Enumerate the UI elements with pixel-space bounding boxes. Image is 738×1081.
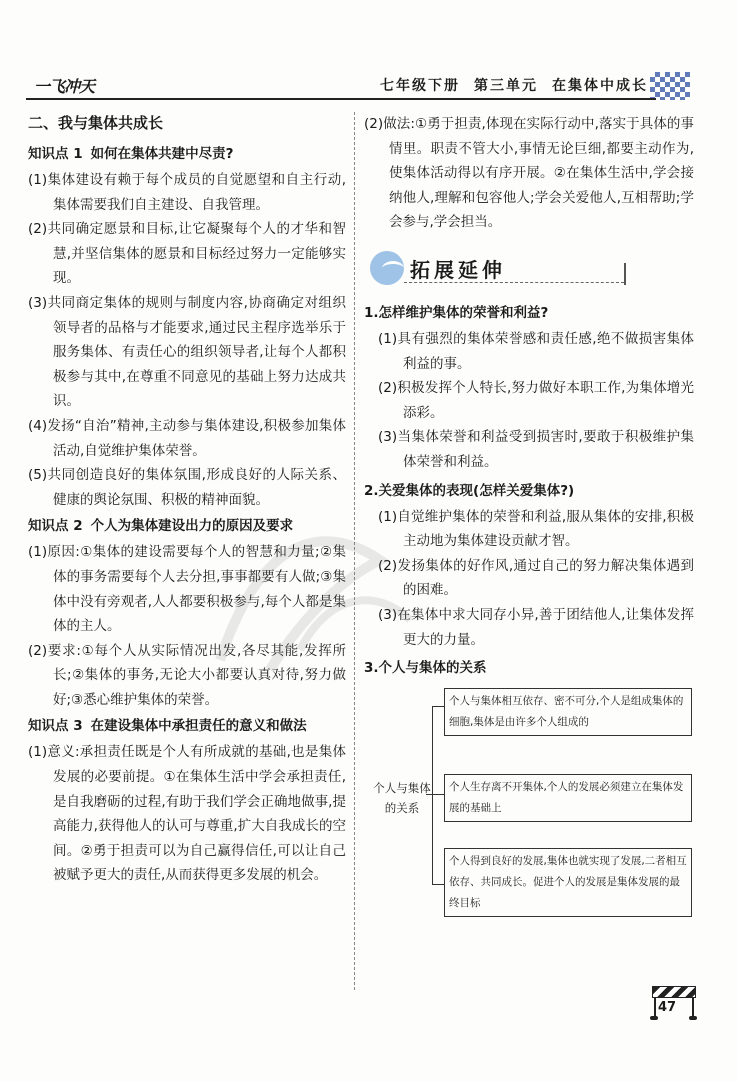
header-title (366, 75, 648, 95)
q2-item-3: (3)在集体中求大同存小异,善于团结他人,让集体发挥更大的力量。 (378, 606, 694, 648)
unit-label: 第三单元 (474, 78, 538, 94)
wave-icon (370, 251, 404, 285)
page-number-stand (652, 986, 696, 1022)
left-column (28, 112, 346, 888)
q1-item-3: (3)当集体荣誉和利益受到损害时,要敢于积极维护集体荣誉和利益。 (378, 429, 694, 470)
diagram-arm-1 (432, 706, 444, 707)
kp2-item-1: (1)原因:①集体的建设需要每个人的智慧和力量;②集体的事务需要每个人去分担,事事都要有人做;③集体中没有旁观者,人人都要积极参与,每个人都是集体的主人。 (28, 544, 346, 635)
diagram-box-1: 个人与集体相互依存、密不可分,个人是组成集体的细胞,集体是由许多个人组成的 (444, 688, 692, 736)
page-number-stripe (652, 986, 696, 998)
banner-end-mark (624, 263, 626, 285)
page-header (26, 68, 690, 104)
question-3-heading: 3.个人与集体的关系 (364, 660, 487, 677)
unit-title: 在集体中成长 (552, 78, 648, 94)
diagram-bracket (432, 706, 434, 884)
q2-item-1: (1)自觉维护集体的荣誉和利益,服从集体的安排,积极主动地为集体建设贡献才智。 (378, 508, 694, 550)
series-logo: 一飞冲天 (34, 77, 95, 96)
question-1-heading: 1.怎样维护集体的荣誉和利益? (364, 304, 549, 321)
knowledge-point-2-heading: 知识点 2 个人为集体建设出力的原因及要求 (28, 518, 294, 535)
checker-decoration (650, 72, 690, 100)
diagram-arm-3 (432, 884, 444, 885)
diagram-root-label: 个人与集体的关系 (373, 781, 431, 816)
kp3-item-1: (1)意义:承担责任既是个人有所成就的基础,也是集体发展的必要前提。①在集体生活中学会承担责任,是自我磨砺的过程,有助于我们学会正确地做事,提高能力,获得他人的认可与尊重,扩大自我成长的空间。②勇于担责可以为自己赢得信任,可以让自己被赋予更大的责任,从而获得更多发展的机会。 (28, 744, 346, 884)
extension-banner (364, 249, 694, 289)
diagram-box-3: 个人得到良好的发展,集体也就实现了发展,二者相互依存、共同成长。促进个人的发展是集体发展的最终目标 (444, 848, 692, 917)
page-number: 47 (658, 1000, 677, 1015)
q1-item-1: (1)具有强烈的集体荣誉感和责任感,绝不做损害集体利益的事。 (378, 330, 694, 372)
header-rule (26, 98, 656, 100)
question-2-heading: 2.关爱集体的表现(怎样关爱集体?) (364, 482, 575, 499)
grade-label: 七年级下册 (380, 78, 460, 94)
kp1-item-2: (2)共同确定愿景和目标,让它凝聚每个人的才华和智慧,并坚信集体的愿景和目标经过努力一定能够实现。 (28, 221, 346, 287)
kp1-item-1: (1)集体建设有赖于每个成员的自觉愿望和自主行动,集体需要我们自主建设、自我管理。 (28, 172, 346, 213)
diagram-arm-2 (432, 794, 444, 795)
kp1-item-4: (4)发扬“自治”精神,主动参与集体建设,积极参加集体活动,自觉维护集体荣誉。 (28, 417, 346, 459)
kp1-item-3: (3)共同商定集体的规则与制度内容,协商确定对组织领导者的品格与才能要求,通过民主程序选举乐于服务集体、有责任心的组织领导者,让每个人都积极参与其中,在尊重不同意见的基础上努力达成共识。 (28, 294, 346, 410)
kp2-item-2: (2)要求:①每个人从实际情况出发,各尽其能,发挥所长;②集体的事务,无论大小都要认真对待,努力做好;③悉心维护集体的荣誉。 (28, 642, 346, 708)
kp3-item-2: (2)做法:①勇于担责,体现在实际行动中,落实于具体的事情里。职责不管大小,事情无论巨细,都要主动作为,使集体活动得以有序开展。②在集体生活中,学会接纳他人,理解和包容他人;学会关爱他人,互相帮助;学会参与,学会担当。 (364, 116, 694, 231)
relationship-diagram (364, 688, 694, 924)
knowledge-point-3-heading: 知识点 3 在建设集体中承担责任的意义和做法 (28, 718, 307, 735)
banner-rule (404, 282, 624, 283)
section-title: 二、我与集体共成长 (28, 114, 164, 132)
column-divider (354, 112, 356, 990)
q1-item-2: (2)积极发挥个人特长,努力做好本职工作,为集体增光添彩。 (378, 380, 694, 421)
kp1-item-5: (5)共同创造良好的集体氛围,形成良好的人际关系、健康的舆论氛围、积极的精神面貌。 (28, 467, 346, 508)
diagram-box-2: 个人生存离不开集体,个人的发展必须建立在集体发展的基础上 (444, 774, 692, 822)
banner-title: 拓展延伸 (410, 257, 506, 282)
right-column (364, 112, 694, 924)
q2-item-2: (2)发扬集体的好作风,通过自己的努力解决集体遇到的困难。 (378, 557, 694, 599)
knowledge-point-1-heading: 知识点 1 如何在集体共建中尽责? (28, 146, 234, 162)
